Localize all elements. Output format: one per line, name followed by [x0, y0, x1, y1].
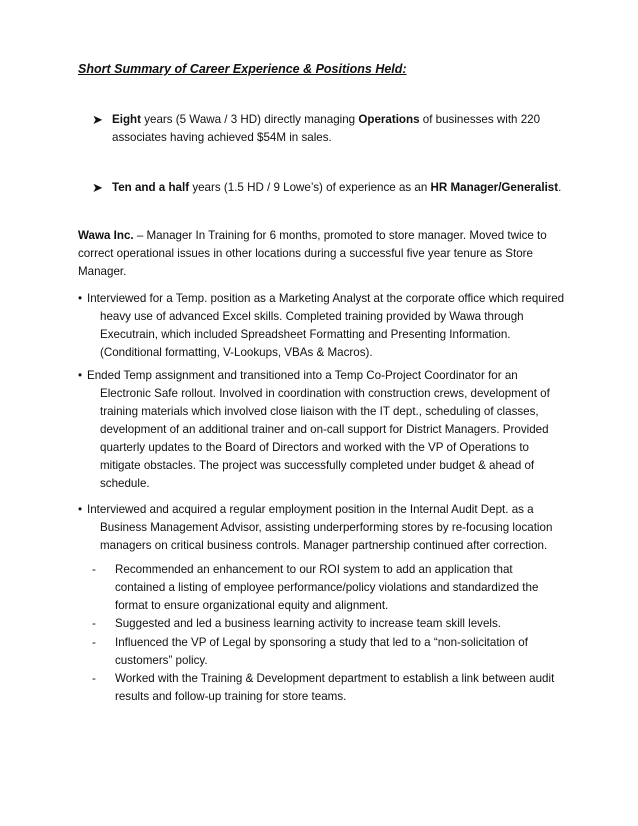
company-description: – Manager In Training for 6 months, promoted to store manager. Moved twice to correct operational issues in other locations during a successful five year tenure as Store Manager. [78, 229, 547, 278]
dash-marker: - [92, 672, 96, 685]
section-heading: Short Summary of Career Experience & Positions Held: [78, 62, 407, 76]
list-item: • Ended Temp assignment and transitioned into a Temp Co-Project Coordinator for an Electronic Safe rollout. Involved in coordination with construction crews, development of training materials which involved close liaison with the IT dept., scheduling of classes, development of an additional trainer and on-call support for District Managers. Provided quarterly updates to the Board of Directors and worked with the VP of Operations to mitigate obstacles. The project was successfully completed under budget & ahead of schedule. [78, 369, 550, 490]
arrow-bullet-icon: ➤ [92, 180, 103, 195]
sub-list-item: - Suggested and led a business learning activity to increase team skill levels. [92, 615, 562, 633]
dash-marker: - [92, 617, 96, 630]
company-paragraph [78, 227, 568, 281]
dash-marker: - [92, 636, 96, 649]
sub-list-item: - Worked with the Training & Development department to establish a link between audit results and follow-up training for store teams. [92, 672, 555, 703]
list-item: • Interviewed for a Temp. position as a Marketing Analyst at the corporate office which required heavy use of advanced Excel skills. Completed training provided by Wawa through Executrain, which included Spreadsheet Formatting and Presenting Information. (Conditional formatting, V-Lookups, VBAs & Macros). [78, 292, 565, 359]
bullet-icon: • [78, 292, 83, 305]
list-item: • Interviewed and acquired a regular employment position in the Internal Audit Dept. as a Business Management Advisor, assisting underperforming stores by re-focusing location managers on critical business controls. Manager partnership continued after correction. [78, 503, 553, 552]
summary-item: ➤ Ten and a half years (1.5 HD / 9 Lowe’s) of experience as an HR Manager/Generalist. [92, 180, 562, 195]
sub-list-item: - Recommended an enhancement to our ROI system to add an application that contained a listing of employee performance/policy violations and standardized the format to ensure organizational equity and alignment. [92, 563, 539, 612]
summary-item: ➤ Eight years (5 Wawa / 3 HD) directly managing Operations of businesses with 220 associates having achieved $54M in sales. [92, 112, 541, 144]
arrow-bullet-icon: ➤ [92, 112, 103, 127]
bullet-icon: • [78, 503, 83, 516]
sub-list-item: - Influenced the VP of Legal by sponsoring a study that led to a “non-solicitation of customers” policy. [92, 636, 528, 667]
dash-marker: - [92, 563, 96, 576]
bullet-icon: • [78, 369, 83, 382]
company-name: Wawa Inc. [78, 229, 134, 242]
